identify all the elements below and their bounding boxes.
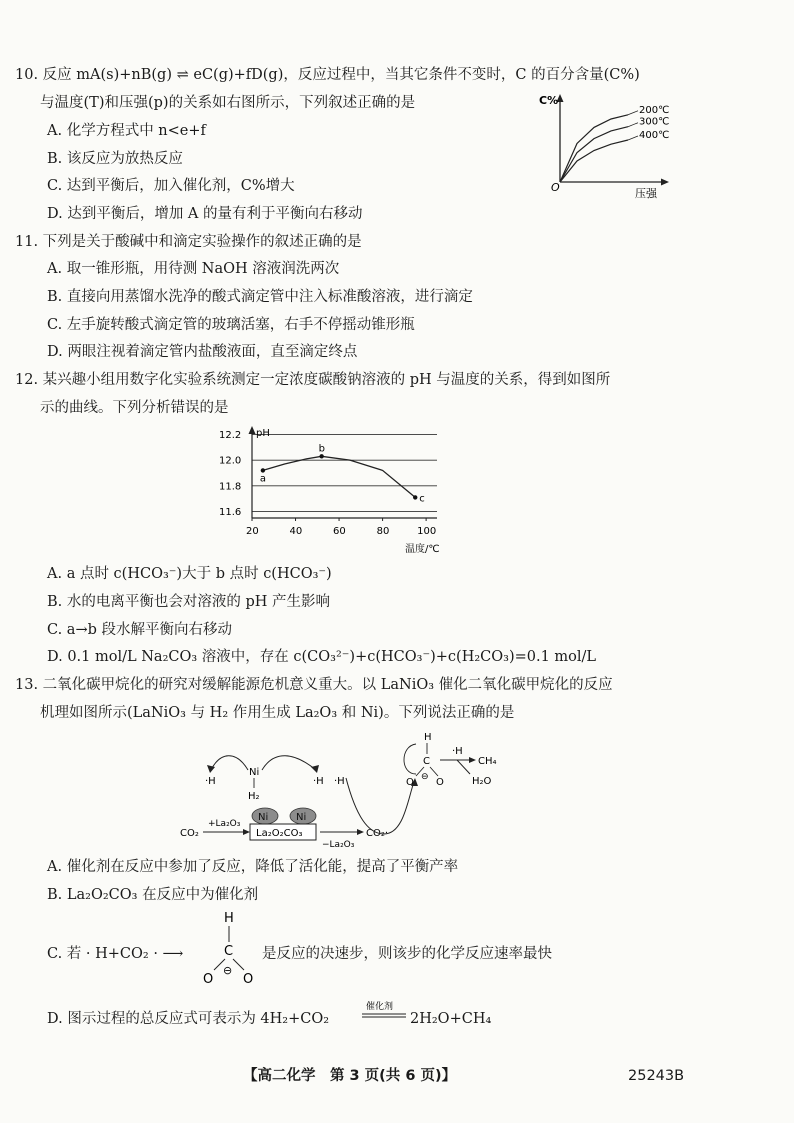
formate-h: H: [224, 911, 234, 926]
mech-co2-rad: CO₂·: [366, 828, 389, 839]
ph-curve: [263, 456, 415, 497]
mech-arrowhead-product: [469, 757, 476, 763]
ph-xtick-0: 20: [246, 526, 259, 537]
c-series-leader-2: [628, 136, 638, 140]
ph-ytick-1: 12.0: [219, 455, 242, 467]
mech-co-bond-right: [430, 767, 438, 776]
mech-arrowhead-left: [207, 765, 215, 773]
formate-co-right: [233, 959, 244, 970]
formate-o-right: O: [243, 972, 254, 987]
ph-xtick-4: 100: [417, 526, 437, 537]
ph-y-arrow: [249, 426, 256, 434]
mech-h2o: H₂O: [472, 776, 492, 787]
mech-dot-h-left: ·H: [205, 776, 216, 787]
ph-ytick-2: 11.8: [219, 481, 242, 493]
q10-option-b: B. 该反应为放热反应: [47, 151, 183, 167]
q10-option-d: D. 达到平衡后，增加 A 的量有利于平衡向右移动: [47, 206, 363, 222]
q13-option-c-prefix: C. 若 · H+CO₂ · ⟶: [47, 946, 184, 962]
c-series-label-0: 200℃: [639, 104, 670, 116]
mech-o-right: O: [436, 777, 444, 788]
q10-option-c: C. 达到平衡后，加入催化剂，C%增大: [47, 178, 295, 194]
mech-co2-in: CO₂: [180, 828, 199, 839]
c-x-arrow: [661, 179, 669, 186]
mech-ni-left: Ni: [258, 812, 269, 823]
reaction-condition: 催化剂: [366, 1002, 394, 1012]
ph-point-label-b: b: [318, 443, 326, 455]
mech-dot-h-right: ·H: [313, 776, 324, 787]
ph-point-label-c: c: [419, 493, 425, 505]
q13-stem-line1: 13. 二氧化碳甲烷化的研究对缓解能源危机意义重大。以 LaNiO₃ 催化二氧化碳甲烷化的反应: [15, 677, 613, 693]
ph-xtick-1: 40: [289, 526, 303, 537]
ph-temperature-chart: [215, 422, 470, 560]
q11-option-b: B. 直接向用蒸馏水洗净的酸式滴定管中注入标准酸溶液，进行滴定: [47, 289, 473, 305]
q13-option-d-suffix: 2H₂O+CH₄: [410, 1011, 492, 1027]
q11-option-c: C. 左手旋转酸式滴定管的玻璃活塞，右手不停摇动锥形瓶: [47, 317, 415, 333]
mech-dot-h-third: ·H: [334, 776, 345, 787]
ph-x-label: 温度/℃: [405, 544, 440, 555]
mech-arrowhead-right: [311, 765, 319, 773]
q13-option-c-suffix: 是反应的决速步，则该步的化学反应速率最快: [262, 946, 552, 962]
q12-option-b: B. 水的电离平衡也会对溶液的 pH 产生影响: [47, 594, 331, 610]
q10-option-a: A. 化学方程式中 n<e+f: [47, 123, 206, 139]
q13-option-d-prefix: D. 图示过程的总反应式可表示为 4H₂+CO₂: [47, 1011, 330, 1027]
q12-stem-line2: 示的曲线。下列分析错误的是: [40, 400, 229, 416]
c-percent-pressure-chart: [535, 90, 675, 200]
c-series-label-1: 300℃: [639, 116, 670, 128]
mech-c-atom: C: [423, 756, 430, 767]
mech-h-atom: H: [424, 732, 432, 743]
total-reaction-arrow: [360, 1000, 408, 1026]
q10-stem-line2: 与温度(T)和压强(p)的关系如右图所示，下列叙述正确的是: [40, 95, 416, 111]
c-series-leader-0: [628, 111, 638, 115]
q12-option-c: C. a→b 段水解平衡向右移动: [47, 622, 232, 638]
c-series-label-2: 400℃: [639, 130, 670, 141]
mech-arrow-left: [211, 756, 248, 770]
mech-wave: [346, 778, 414, 834]
formate-minus: ⊖: [223, 964, 233, 977]
q12-option-d: D. 0.1 mol/L Na₂CO₃ 溶液中，存在 c(CO₃²⁻)+c(HCO₃⁻)+c(H₂CO₃)=0.1 mol/L: [47, 649, 597, 665]
mech-dot-h-product: ·H: [452, 746, 463, 757]
mech-arrowhead-out: [357, 829, 364, 835]
mech-branch: [457, 760, 470, 774]
c-y-label: C%: [539, 94, 559, 107]
mech-minus-circle: ⊖: [421, 772, 429, 782]
mech-catalyst-label: La₂O₂CO₃: [256, 828, 303, 839]
mech-ni-top: Ni: [249, 767, 260, 778]
mech-o-left: O: [406, 777, 414, 788]
c-x-label: 压强: [635, 187, 657, 200]
c-series-curve-0: [560, 115, 628, 182]
q11-option-a: A. 取一锥形瓶，用待测 NaOH 溶液润洗两次: [47, 261, 340, 277]
ph-ytick-3: 11.6: [219, 507, 242, 519]
mech-arrow-right: [262, 756, 316, 770]
ph-ytick-0: 12.2: [219, 429, 242, 441]
formate-o-left: O: [203, 972, 214, 987]
ph-point-label-a: a: [259, 473, 267, 485]
co2-methanation-mechanism: [170, 726, 550, 852]
c-series-curve-1: [560, 127, 628, 182]
mech-bracket-arc: [404, 744, 416, 774]
q13-stem-line2: 机理如图所示(LaNiO₃ 与 H₂ 作用生成 La₂O₃ 和 Ni)。下列说法正确的是: [40, 705, 515, 721]
q13-option-b: B. La₂O₂CO₃ 在反应中为催化剂: [47, 887, 259, 903]
mech-ch4: CH₄: [478, 756, 497, 767]
q11-stem: 11. 下列是关于酸碱中和滴定实验操作的叙述正确的是: [15, 234, 362, 250]
c-series-curve-2: [560, 140, 628, 182]
mech-arrowhead-in: [243, 829, 250, 835]
mech-ni-right: Ni: [296, 812, 307, 823]
mech-plus-la2o3: +La₂O₃: [208, 819, 241, 829]
ph-xtick-2: 60: [333, 526, 346, 537]
formate-structure: [198, 908, 258, 986]
ph-point-c: [413, 495, 417, 499]
q12-stem-line1: 12. 某兴趣小组用数字化实验系统测定一定浓度碳酸钠溶液的 pH 与温度的关系，得到如图所: [15, 372, 611, 388]
q12-option-a: A. a 点时 c(HCO₃⁻)大于 b 点时 c(HCO₃⁻): [47, 566, 332, 582]
mech-h2: H₂: [248, 791, 260, 802]
ph-xtick-3: 80: [376, 526, 390, 537]
ph-point-b: [319, 454, 323, 458]
c-origin: O: [551, 181, 560, 194]
mech-minus-la2o3: −La₂O₃: [322, 840, 355, 850]
ph-y-label: pH: [256, 428, 270, 439]
page-footer-title: 【高二化学 第 3 页(共 6 页)】: [243, 1068, 457, 1084]
q13-option-a: A. 催化剂在反应中参加了反应，降低了活化能，提高了平衡产率: [47, 859, 459, 875]
ph-point-a: [261, 468, 265, 472]
q11-option-d: D. 两眼注视着滴定管内盐酸液面，直至滴定终点: [47, 344, 358, 360]
formate-c: C: [224, 944, 234, 959]
c-series-leader-1: [628, 123, 638, 127]
page-footer-code: 25243B: [628, 1068, 685, 1084]
q10-stem-line1: 10. 反应 mA(s)+nB(g) ⇌ eC(g)+fD(g)，反应过程中，当其它条件不变时，C 的百分含量(C%): [15, 67, 640, 83]
